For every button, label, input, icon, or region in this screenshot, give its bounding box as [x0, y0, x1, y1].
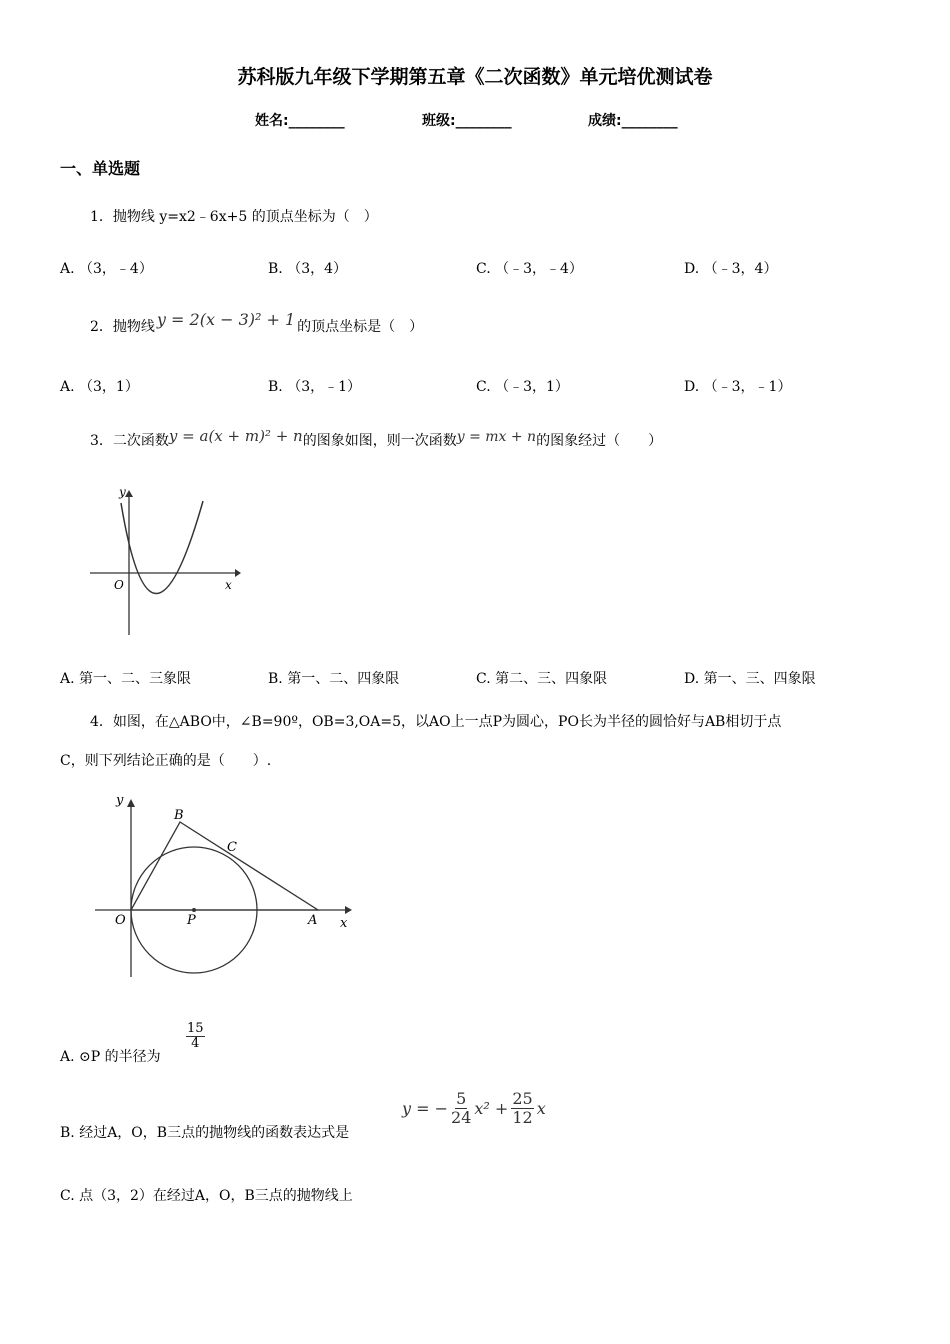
score-field: 成绩:________: [588, 113, 678, 129]
formula-frac2-den: 12: [512, 1107, 533, 1127]
q3-formula-linear: y = mx + n: [456, 429, 537, 445]
y-axis-arrow: [125, 490, 133, 497]
q1-option-d: D. （﹣3，4）: [684, 261, 778, 277]
q2-suffix: 的顶点坐标是（ ）: [297, 319, 424, 335]
q1-option-b: B. （3，4）: [268, 261, 348, 277]
question-3-stem: [90, 427, 663, 450]
q4-option-c: C. 点（3，2）在经过A，O，B三点的抛物线上: [60, 1188, 353, 1204]
formula-lead: y = −: [402, 1098, 449, 1118]
q3-suffix: 的图象经过（ ）: [536, 433, 663, 449]
label-p: P: [187, 913, 196, 928]
q2-formula: y = 2(x − 3)² + 1: [156, 310, 296, 329]
q3-formula-quadratic: y = a(x + m)² + n: [168, 427, 303, 445]
name-field: 姓名:________: [255, 113, 345, 129]
y-axis-arrow: [127, 799, 135, 807]
formula-frac2-num: 25: [512, 1089, 533, 1108]
origin-label: O: [114, 578, 124, 592]
q2-option-c: C. （﹣3，1）: [476, 379, 569, 395]
q2-prefix: 2．抛物线: [90, 319, 155, 335]
q3-middle: 的图象如图，则一次函数: [302, 433, 457, 449]
parabola-curve: [121, 501, 203, 594]
q4-option-a-fraction: [186, 1022, 205, 1052]
q3-option-b: B. 第一、二、四象限: [268, 671, 400, 687]
question-4-line1: 4．如图，在△ABO中，∠B=90º，OB=3,OA=5，以AO上一点P为圆心，PO长为半径的圆恰好与AB相切于点: [90, 714, 782, 730]
triangle-abo: [131, 822, 318, 910]
q2-option-a: A. （3，1）: [60, 379, 139, 395]
label-a: A: [308, 913, 318, 928]
q4-option-a: A. ⊙P 的半径为: [60, 1049, 161, 1065]
q2-option-b: B. （3，﹣1）: [268, 379, 362, 395]
label-b: B: [174, 808, 184, 823]
x-axis-arrow: [235, 569, 241, 577]
q3-option-c: C. 第二、三、四象限: [476, 671, 608, 687]
question-4-line2: C，则下列结论正确的是（ ）.: [60, 753, 272, 769]
q4-geometry-figure: [90, 792, 365, 982]
q1-option-c: C. （﹣3，﹣4）: [476, 261, 583, 277]
y-axis-label: y: [119, 485, 126, 499]
fraction-numerator: 15: [187, 1021, 204, 1036]
q3-option-a: A. 第一、二、三象限: [60, 671, 192, 687]
q4-option-b: B. 经过A，O，B三点的抛物线的函数表达式是: [60, 1125, 350, 1141]
formula-frac1-num: 5: [456, 1089, 467, 1108]
class-field: 班级:________: [422, 113, 512, 129]
label-c: C: [227, 840, 237, 855]
page-title: 苏科版九年级下学期第五章《二次函数》单元培优测试卷: [237, 66, 713, 88]
fraction-denominator: 4: [191, 1036, 200, 1052]
formula-frac1-den: 24: [451, 1107, 472, 1127]
q2-option-d: D. （﹣3，﹣1）: [684, 379, 792, 395]
q3-option-d: D. 第一、三、四象限: [684, 671, 816, 687]
y-axis-label: y: [116, 793, 124, 808]
question-1-stem: 1．抛物线 y=x2﹣6x+5 的顶点坐标为（ ）: [90, 209, 378, 225]
q4-option-b-formula: [402, 1090, 546, 1126]
x-axis-label: x: [340, 916, 348, 931]
label-o: O: [115, 913, 126, 928]
formula-mid: x² +: [474, 1098, 509, 1118]
q3-parabola-figure: [85, 485, 245, 640]
q1-option-a: A. （3，﹣4）: [60, 261, 153, 277]
question-2-stem: [90, 310, 424, 336]
x-axis-arrow: [345, 906, 352, 914]
point-p: [192, 908, 196, 912]
formula-tail: x: [536, 1098, 546, 1118]
q3-prefix: 3．二次函数: [90, 433, 169, 449]
x-axis-label: x: [225, 578, 232, 592]
section-heading: 一、单选题: [60, 159, 141, 178]
